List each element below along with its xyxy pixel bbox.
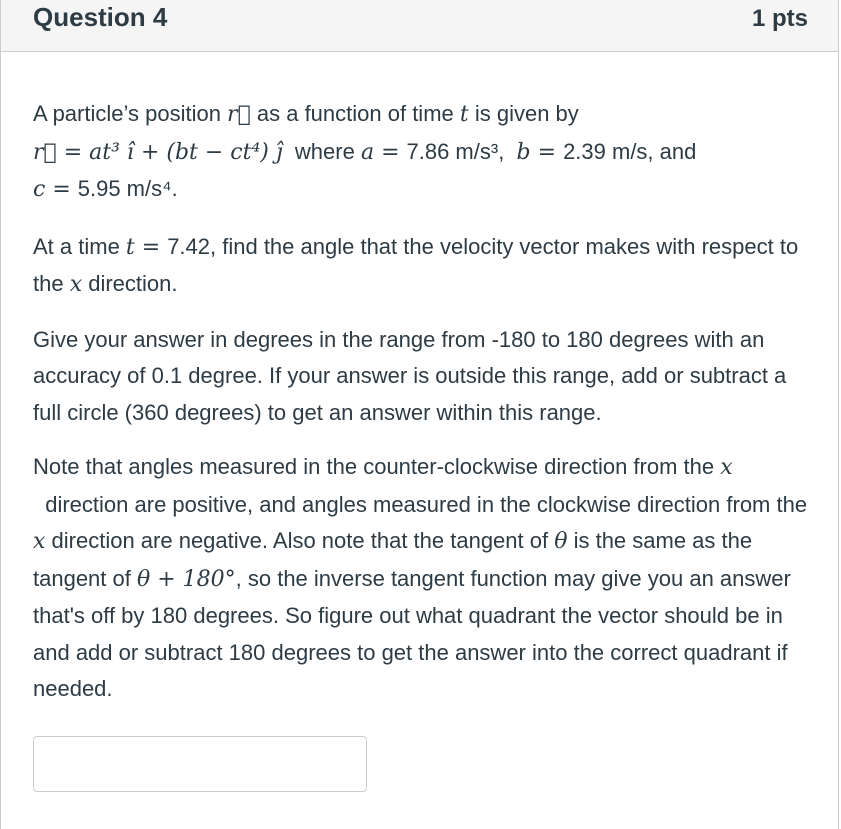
paragraph-task: [33, 229, 813, 304]
math-x: x: [33, 529, 46, 554]
math-b: b =: [516, 139, 564, 165]
paragraph-note: [33, 449, 813, 708]
value-c: 5.95 m/s⁴.: [77, 176, 178, 201]
math-a: a =: [360, 139, 407, 165]
text-segment: Note that angles measured in the counter-clockwise direction from the: [33, 454, 721, 479]
text-segment: , so the inverse tangent function may give you an answer that's off by 180 degrees. So figure out what quadrant the vector should be in and add or subtract 180 degrees to get the answer into the correct quadrant if needed.: [33, 565, 791, 701]
text-segment: direction.: [82, 271, 178, 296]
math-x: x: [720, 455, 733, 480]
text-segment: is the same as the tangent of: [33, 528, 753, 591]
math-t-eq: t =: [125, 234, 168, 260]
answer-input[interactable]: [33, 736, 367, 792]
text-segment: , find the angle that the velocity vector makes with respect to the: [33, 233, 799, 296]
text-segment: is given by: [468, 101, 579, 126]
math-x: x: [69, 272, 83, 297]
math-equation: r⃗ = at³ î + (bt − ct⁴) ĵ: [33, 139, 283, 165]
text-segment: as a function of time: [250, 101, 460, 126]
question-header: [1, 0, 838, 52]
value-t: 7.42: [167, 233, 211, 259]
question-points: 1 pts: [751, 5, 808, 32]
math-vector-r: r⃗: [227, 102, 251, 127]
paragraph-range: Give your answer in degrees in the range from -180 to 180 degrees with an accuracy of 0.1 degree. If your answer is outside this range, add or subtract a full circle (360 degrees) to get an answer within this range.: [33, 326, 787, 425]
math-theta: θ: [554, 529, 568, 554]
math-t: t: [459, 102, 469, 127]
text-segment: A particle’s position: [33, 101, 228, 126]
paragraph-position: [33, 96, 813, 209]
text-segment: direction are negative. Also note that the tangent of: [45, 528, 555, 553]
text-segment: where: [294, 138, 355, 164]
math-theta-plus: θ + 180°: [136, 566, 236, 592]
text-segment: At a time: [33, 233, 126, 259]
value-a: 7.86 m/s³,: [406, 138, 505, 164]
question-title: Question 4: [33, 2, 168, 32]
text-segment: direction are positive, and angles measured in the clockwise direction from the: [39, 491, 808, 517]
math-c: c =: [33, 177, 78, 202]
value-b: 2.39 m/s, and: [563, 138, 697, 164]
question-text: [33, 96, 813, 708]
